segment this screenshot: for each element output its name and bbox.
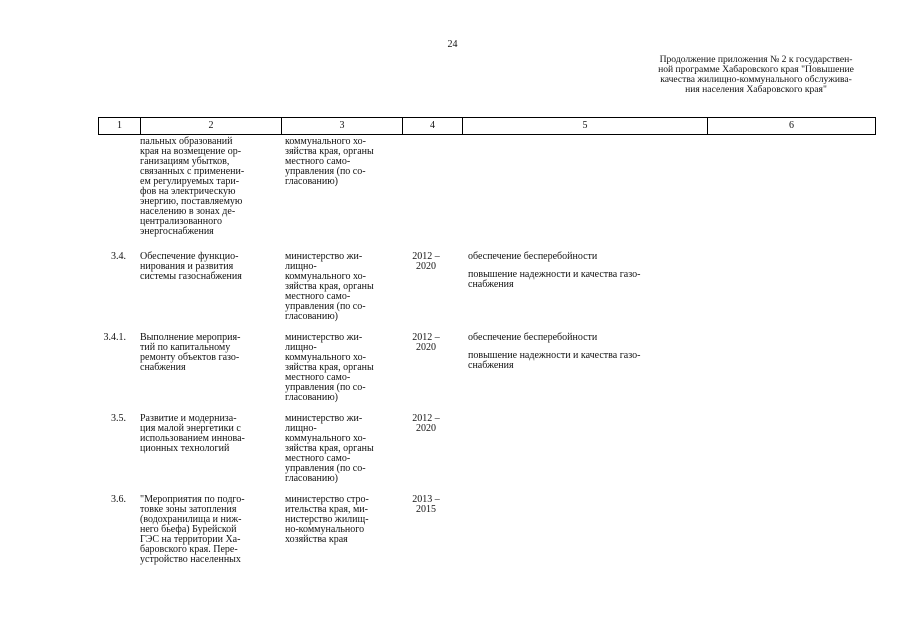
- text-line: министерство жи-: [285, 251, 363, 262]
- header-col-4: 4: [403, 118, 463, 134]
- text-line: фов на электрическую: [140, 186, 236, 197]
- text-line: управления (по со-: [285, 166, 366, 177]
- text-line: зяйства края, органы: [285, 281, 374, 292]
- text-line: 2020: [416, 261, 436, 272]
- row-number: 3.4.: [111, 251, 126, 262]
- text-line: края на возмещение ор-: [140, 146, 242, 157]
- text-line: нирования и развития: [140, 261, 234, 272]
- row-description: [140, 333, 278, 373]
- text-line: коммунального хо-: [285, 352, 366, 363]
- text-line: гласованию): [285, 473, 338, 484]
- text-line: министерство жи-: [285, 332, 363, 343]
- text-line: гласованию): [285, 392, 338, 403]
- text-line: Обеспечение функцио-: [140, 251, 239, 262]
- text-line: ганизациям убытков,: [140, 156, 230, 167]
- row-period: [406, 333, 446, 353]
- text-line: ционных технологий: [140, 443, 230, 454]
- text-line: обеспечение бесперебойности: [468, 251, 598, 262]
- text-line: устройство населенных: [140, 554, 241, 565]
- text-line: товке зоны затопления: [140, 504, 237, 515]
- text-line: но-коммунального: [285, 524, 365, 535]
- text-line: местного само-: [285, 372, 351, 383]
- text-line: ем регулируемых тари-: [140, 176, 240, 187]
- header-col-1: 1: [99, 118, 141, 134]
- text-line: ительства края, ми-: [285, 504, 368, 515]
- row-description: [140, 414, 278, 454]
- text-line: ция малой энергетики с: [140, 423, 241, 434]
- note-line: ния населения Хабаровского края": [685, 84, 827, 95]
- text-line: Развитие и модерниза-: [140, 413, 237, 424]
- appendix-continuation-note: [596, 54, 905, 94]
- note-line: Продолжение приложения № 2 к государствен-: [659, 54, 853, 65]
- carryover-description: [140, 137, 278, 237]
- text-line: снабжения: [140, 362, 186, 373]
- text-line: тий по капитальному: [140, 342, 231, 353]
- row-result-2: [468, 351, 704, 371]
- row-period: [406, 252, 446, 272]
- row-responsible: [285, 333, 402, 403]
- text-line: коммунального хо-: [285, 271, 366, 282]
- text-line: баровского края. Пере-: [140, 544, 238, 555]
- text-line: 2013 –: [412, 494, 440, 505]
- text-line: лищно-: [285, 342, 317, 353]
- text-line: обеспечение бесперебойности: [468, 332, 598, 343]
- text-line: энергию, поставляемую: [140, 196, 243, 207]
- text-line: управления (по со-: [285, 382, 366, 393]
- row-period: [406, 495, 446, 515]
- text-line: ГЭС на территории Ха-: [140, 534, 241, 545]
- row-number: 3.6.: [111, 494, 126, 505]
- row-number: 3.4.1.: [103, 332, 126, 343]
- text-line: 2012 –: [412, 413, 440, 424]
- text-line: зяйства края, органы: [285, 362, 374, 373]
- page-number: 24: [447, 39, 458, 50]
- text-line: местного само-: [285, 156, 351, 167]
- text-line: управления (по со-: [285, 463, 366, 474]
- text-line: нистерство жилищ-: [285, 514, 369, 525]
- text-line: управления (по со-: [285, 301, 366, 312]
- text-line: 2012 –: [412, 251, 440, 262]
- text-line: связанных с применени-: [140, 166, 245, 177]
- text-line: ремонту объектов газо-: [140, 352, 240, 363]
- text-line: гласованию): [285, 311, 338, 322]
- text-line: зяйства края, органы: [285, 146, 374, 157]
- header-col-5: 5: [463, 118, 708, 134]
- text-line: Выполнение мероприя-: [140, 332, 241, 343]
- note-line: ной программе Хабаровского края "Повышение: [658, 64, 854, 75]
- text-line: местного само-: [285, 291, 351, 302]
- row-description: [140, 252, 278, 282]
- header-col-6: 6: [789, 120, 794, 131]
- text-line: него бьефа) Бурейской: [140, 524, 237, 535]
- text-line: 2020: [416, 342, 436, 353]
- table-header: [98, 117, 876, 135]
- row-responsible: [285, 414, 402, 484]
- text-line: снабжения: [468, 279, 514, 290]
- text-line: 2012 –: [412, 332, 440, 343]
- row-result-2: [468, 270, 704, 290]
- text-line: министерство жи-: [285, 413, 363, 424]
- text-line: "Мероприятия по подго-: [140, 494, 245, 505]
- carryover-responsible: [285, 137, 402, 187]
- text-line: зяйства края, органы: [285, 443, 374, 454]
- text-line: гласованию): [285, 176, 338, 187]
- text-line: местного само-: [285, 453, 351, 464]
- row-responsible: [285, 495, 402, 545]
- row-result-1: [468, 252, 704, 262]
- header-col-3: 3: [282, 118, 403, 134]
- text-line: повышение надежности и качества газо-: [468, 269, 641, 280]
- header-col-2: 2: [141, 118, 282, 134]
- text-line: (водохранилища и ниж-: [140, 514, 242, 525]
- text-line: 2020: [416, 423, 436, 434]
- text-line: энергоснабжения: [140, 226, 214, 237]
- text-line: использованием иннова-: [140, 433, 245, 444]
- text-line: коммунального хо-: [285, 136, 366, 147]
- text-line: лищно-: [285, 423, 317, 434]
- row-number: 3.5.: [111, 413, 126, 424]
- text-line: пальных образований: [140, 136, 233, 147]
- text-line: коммунального хо-: [285, 433, 366, 444]
- row-period: [406, 414, 446, 434]
- row-description: [140, 495, 278, 565]
- text-line: 2015: [416, 504, 436, 515]
- text-line: хозяйства края: [285, 534, 348, 545]
- note-line: качества жилищно-коммунального обслужива-: [660, 74, 852, 85]
- text-line: централизованного: [140, 216, 222, 227]
- text-line: министерство стро-: [285, 494, 369, 505]
- text-line: повышение надежности и качества газо-: [468, 350, 641, 361]
- row-result-1: [468, 333, 704, 343]
- text-line: лищно-: [285, 261, 317, 272]
- row-responsible: [285, 252, 402, 322]
- text-line: системы газоснабжения: [140, 271, 242, 282]
- text-line: населению в зонах де-: [140, 206, 236, 217]
- text-line: снабжения: [468, 360, 514, 371]
